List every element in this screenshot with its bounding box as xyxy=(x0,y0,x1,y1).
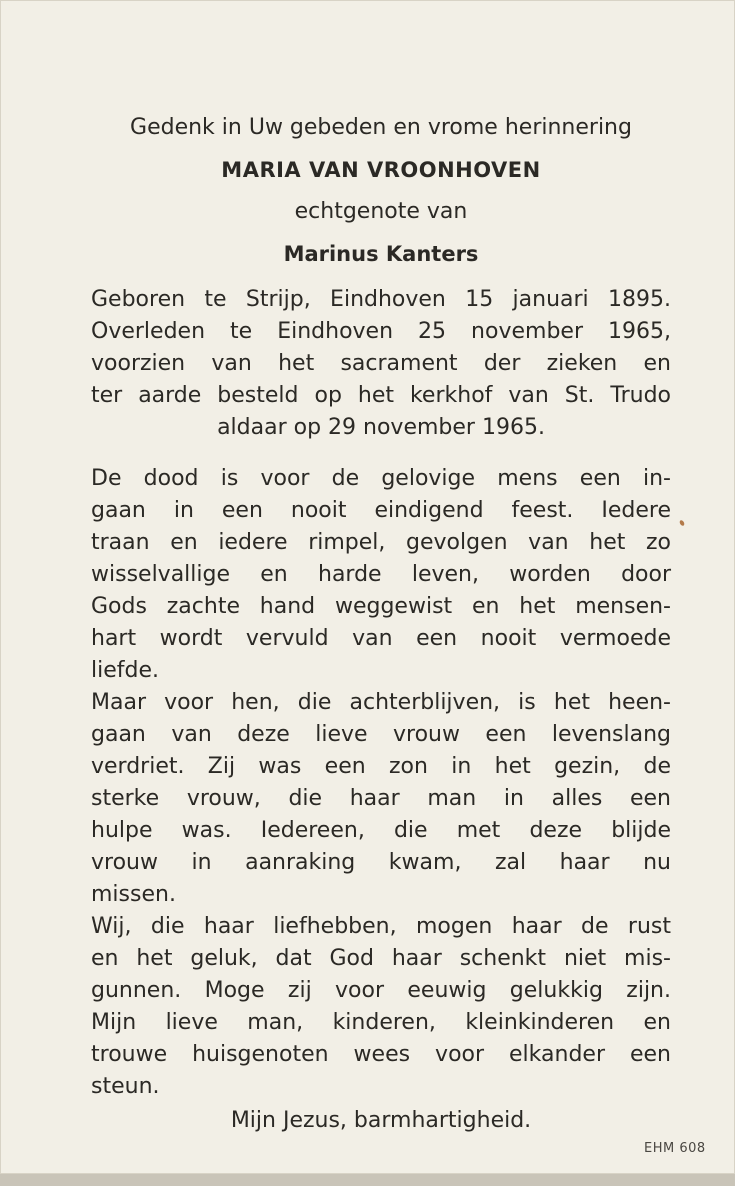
text-line: hart wordt vervuld van een nooit vermoede xyxy=(91,626,671,651)
bio-line: Overleden te Eindhoven 25 november 1965, xyxy=(91,319,671,344)
text-line: verdriet. Zij was een zon in het gezin, de xyxy=(91,754,671,779)
text-line: traan en iedere rimpel, gevolgen van het zo xyxy=(91,530,671,555)
prayer-line: Mijn Jezus, barmhartigheid. xyxy=(230,1108,532,1133)
bio-line: Geboren te Strijp, Eindhoven 15 januari 1895. xyxy=(91,287,671,312)
text-line: vrouw in aanraking kwam, zal haar nu xyxy=(91,850,671,875)
text-line: gaan in een nooit eindigend feest. Iedere xyxy=(91,498,671,523)
text-line: Gods zachte hand weggewist en het mensen- xyxy=(91,594,671,619)
text-line: wisselvallige en harde leven, worden door xyxy=(91,562,671,587)
text-line: trouwe huisgenoten wees voor elkander een xyxy=(91,1042,671,1067)
card-content xyxy=(91,112,671,1137)
text-line: Mijn lieve man, kinderen, kleinkinderen en xyxy=(91,1010,671,1035)
text-line: steun. xyxy=(91,1074,160,1099)
text-line: Wij, die haar liefhebben, mogen haar de rust xyxy=(91,914,671,939)
bio-line: ter aarde besteld op het kerkhof van St. Trudo xyxy=(91,383,671,408)
text-line: Maar voor hen, die achterblijven, is het heen- xyxy=(91,690,671,715)
card-bottom-edge xyxy=(0,1174,735,1186)
spouse-name: Marinus Kanters xyxy=(283,242,479,266)
bio-block xyxy=(91,284,671,444)
text-line: gaan van deze lieve vrouw een levenslang xyxy=(91,722,671,747)
bio-line: voorzien van het sacrament der zieken en xyxy=(91,351,671,376)
intro-line: Gedenk in Uw gebeden en vrome herinnering xyxy=(130,115,632,140)
spouse-label: echtgenote van xyxy=(294,199,468,224)
text-line: missen. xyxy=(91,882,176,907)
text-line: gunnen. Moge zij voor eeuwig gelukkig zijn. xyxy=(91,978,671,1003)
text-line: hulpe was. Iedereen, die met deze blijde xyxy=(91,818,671,843)
bio-line: aldaar op 29 november 1965. xyxy=(217,415,545,440)
body-text xyxy=(91,463,671,1103)
deceased-name: MARIA VAN VROONHOVEN xyxy=(221,158,541,182)
print-code: EHM 608 xyxy=(644,1141,706,1156)
text-line: sterke vrouw, die haar man in alles een xyxy=(91,786,671,811)
text-line: en het geluk, dat God haar schenkt niet mis- xyxy=(91,946,671,971)
text-line: liefde. xyxy=(91,658,159,683)
text-line: De dood is voor de gelovige mens een in- xyxy=(91,466,671,491)
